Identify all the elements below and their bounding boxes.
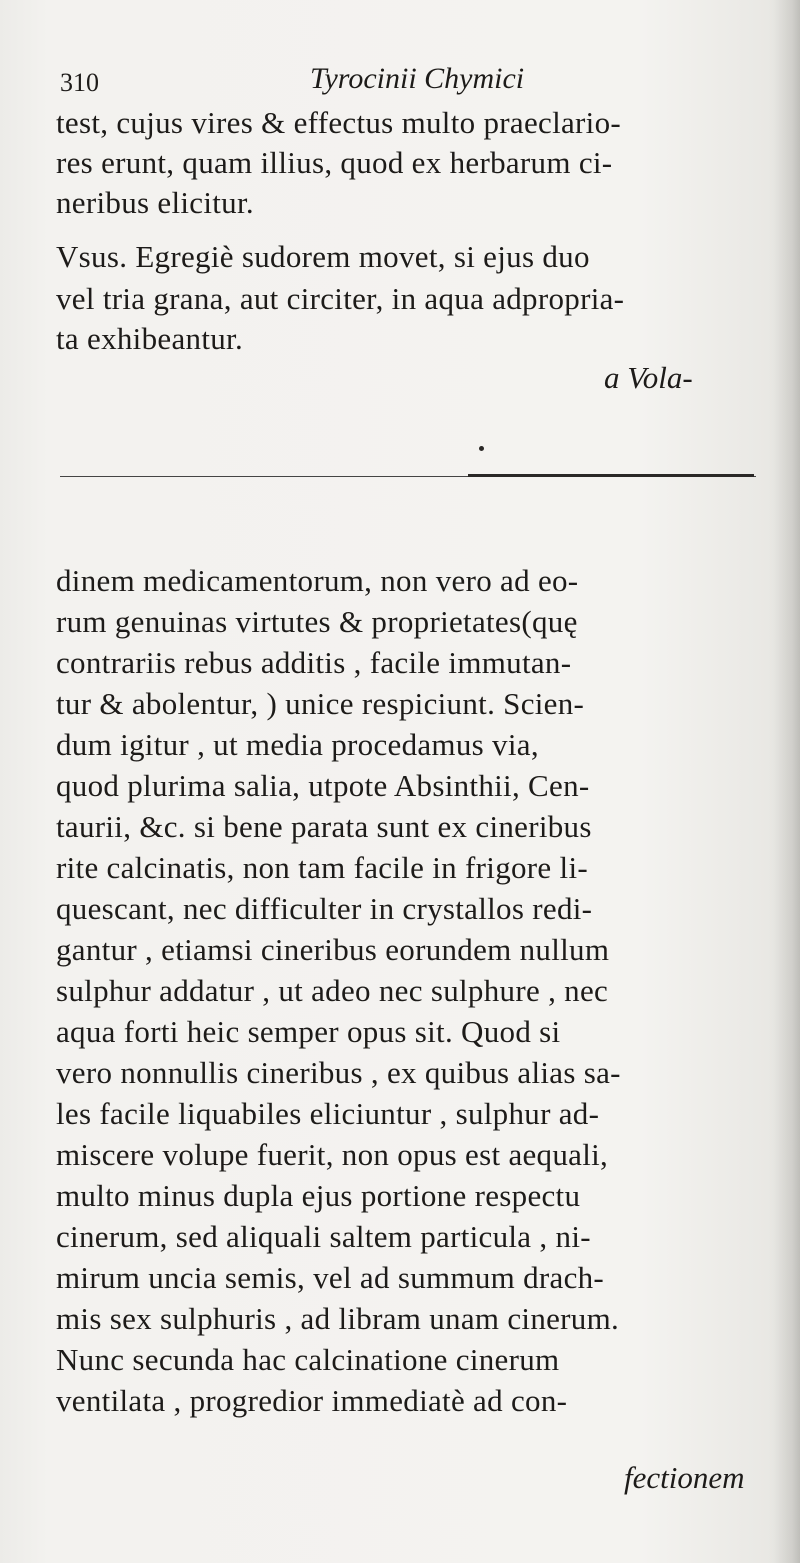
page-header: [60, 62, 760, 102]
text-line: taurii, &c. si bene parata sunt ex cineribus: [56, 809, 592, 844]
text-line: vel tria grana, aut circiter, in aqua adpropria-: [56, 281, 625, 316]
text-line: multo minus dupla ejus portione respectu: [56, 1178, 581, 1213]
text-line: rite calcinatis, non tam facile in frigore li-: [56, 850, 588, 885]
section-rule-heavy: [468, 474, 754, 477]
text-line: ta exhibeantur.: [56, 321, 243, 356]
text-line: gantur , etiamsi cineribus eorundem nullum: [56, 932, 610, 967]
text-line: mis sex sulphuris , ad libram unam cinerum.: [56, 1301, 620, 1336]
text-line: vero nonnullis cineribus , ex quibus alias sa-: [56, 1055, 621, 1090]
text-line: contrariis rebus additis , facile immutan-: [56, 645, 572, 680]
catchword-top: a Vola-: [604, 360, 693, 395]
text-line: Vsus. Egregiè sudorem movet, si ejus duo: [56, 239, 590, 274]
text-line: sulphur addatur , ut adeo nec sulphure , nec: [56, 973, 609, 1008]
text-line: quod plurima salia, utpote Absinthii, Cen-: [56, 768, 590, 803]
text-line: rum genuinas virtutes & proprietates(quę: [56, 604, 578, 639]
text-line: tur & abolentur, ) unice respiciunt. Scien-: [56, 686, 585, 721]
page-edge-shadow: [774, 0, 800, 1563]
text-line: Nunc secunda hac calcinatione cinerum: [56, 1342, 560, 1377]
text-line: miscere volupe fuerit, non opus est aequali,: [56, 1137, 609, 1172]
text-line: quescant, nec difficulter in crystallos redi-: [56, 891, 593, 926]
text-line: neribus elicitur.: [56, 185, 254, 220]
text-line: les facile liquabiles eliciuntur , sulphur ad-: [56, 1096, 600, 1131]
running-head: Tyrocinii Chymici: [310, 62, 525, 95]
catchword-bottom: fectionem: [624, 1460, 745, 1495]
text-line: mirum uncia semis, vel ad summum drach-: [56, 1260, 605, 1295]
page-number: 310: [60, 68, 99, 97]
text-line: cinerum, sed aliquali saltem particula , ni-: [56, 1219, 591, 1254]
text-line: res erunt, quam illius, quod ex herbarum ci-: [56, 145, 613, 180]
text-line: dum igitur , ut media procedamus via,: [56, 727, 539, 762]
text-line: dinem medicamentorum, non vero ad eo-: [56, 563, 579, 598]
text-line: aqua forti heic semper opus sit. Quod si: [56, 1014, 561, 1049]
text-line: ventilata , progredior immediatè ad con-: [56, 1383, 568, 1418]
ink-dot: [479, 446, 484, 451]
text-line: test, cujus vires & effectus multo praeclario-: [56, 105, 622, 140]
